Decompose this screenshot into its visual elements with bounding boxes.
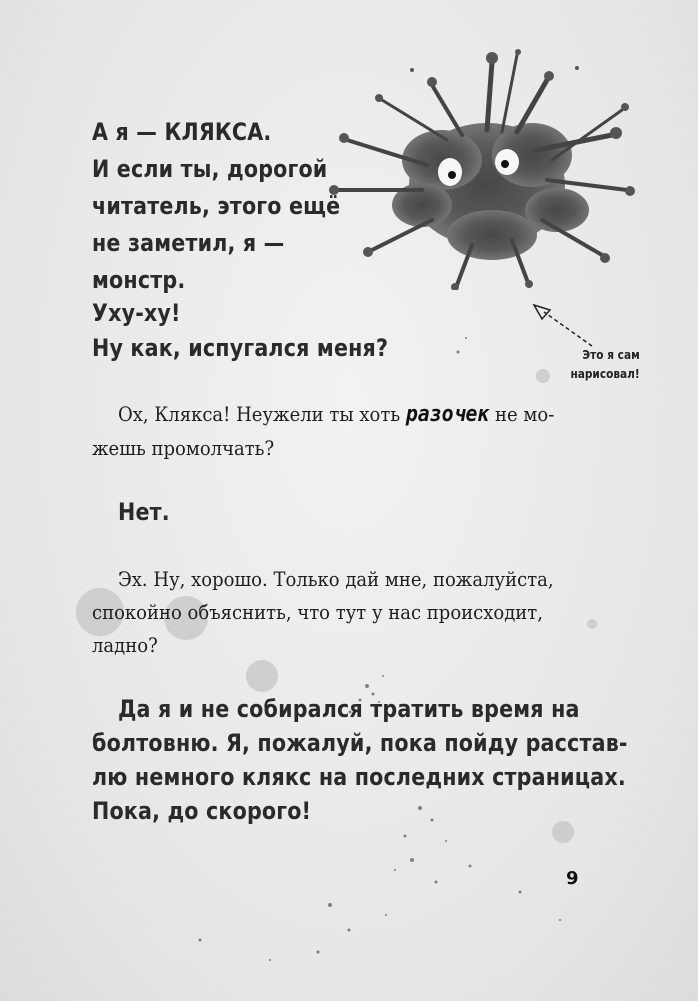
page-number: 9 [566,868,579,889]
narrator-1-text-after: не мо- [495,402,555,426]
narrator-2-line-1: Эх. Ну, хорошо. Только дай мне, пожалуйста, [118,567,554,591]
narrator-1-line-2: жешь промолчать? [92,436,275,460]
narrator-1-line-1 [118,402,554,427]
blot-intro-line-7: Ну как, испугался меня? [92,334,389,362]
note-line-2: нарисовал! [570,367,640,381]
blot-intro-line-2: И если ты, дорогой [92,155,328,183]
narrator-2-line-2: спокойно объяснить, что тут у нас происходит, [92,600,543,624]
blot-final-line-2: болтовню. Я, пожалуй, пока пойду расстав- [92,729,628,757]
blot-intro-line-3: читатель, этого ещё [92,192,341,220]
narrator-1-text-before: Ох, Клякса! Неужели ты хоть [118,402,401,426]
blot-intro-line-4: не заметил, я — [92,229,285,257]
illustration-note [571,346,640,384]
blot-final-line-3: лю немного клякс на последних страницах. [92,763,626,791]
note-line-1: Это я сам [582,348,640,362]
narrator-2-line-3: ладно? [92,633,158,657]
blot-intro-line-5: монстр. [92,266,186,294]
blot-intro-line-1: А я — КЛЯКСА. [92,118,272,146]
blot-final-line-1: Да я и не собирался тратить время на [118,695,580,723]
blot-reply: Нет. [118,498,170,526]
blot-intro-line-6: Ухy-хy! [92,299,181,327]
blot-final-line-4: Пока, до скорого! [92,797,312,825]
narrator-1-handwritten-word: разочек [405,402,490,427]
